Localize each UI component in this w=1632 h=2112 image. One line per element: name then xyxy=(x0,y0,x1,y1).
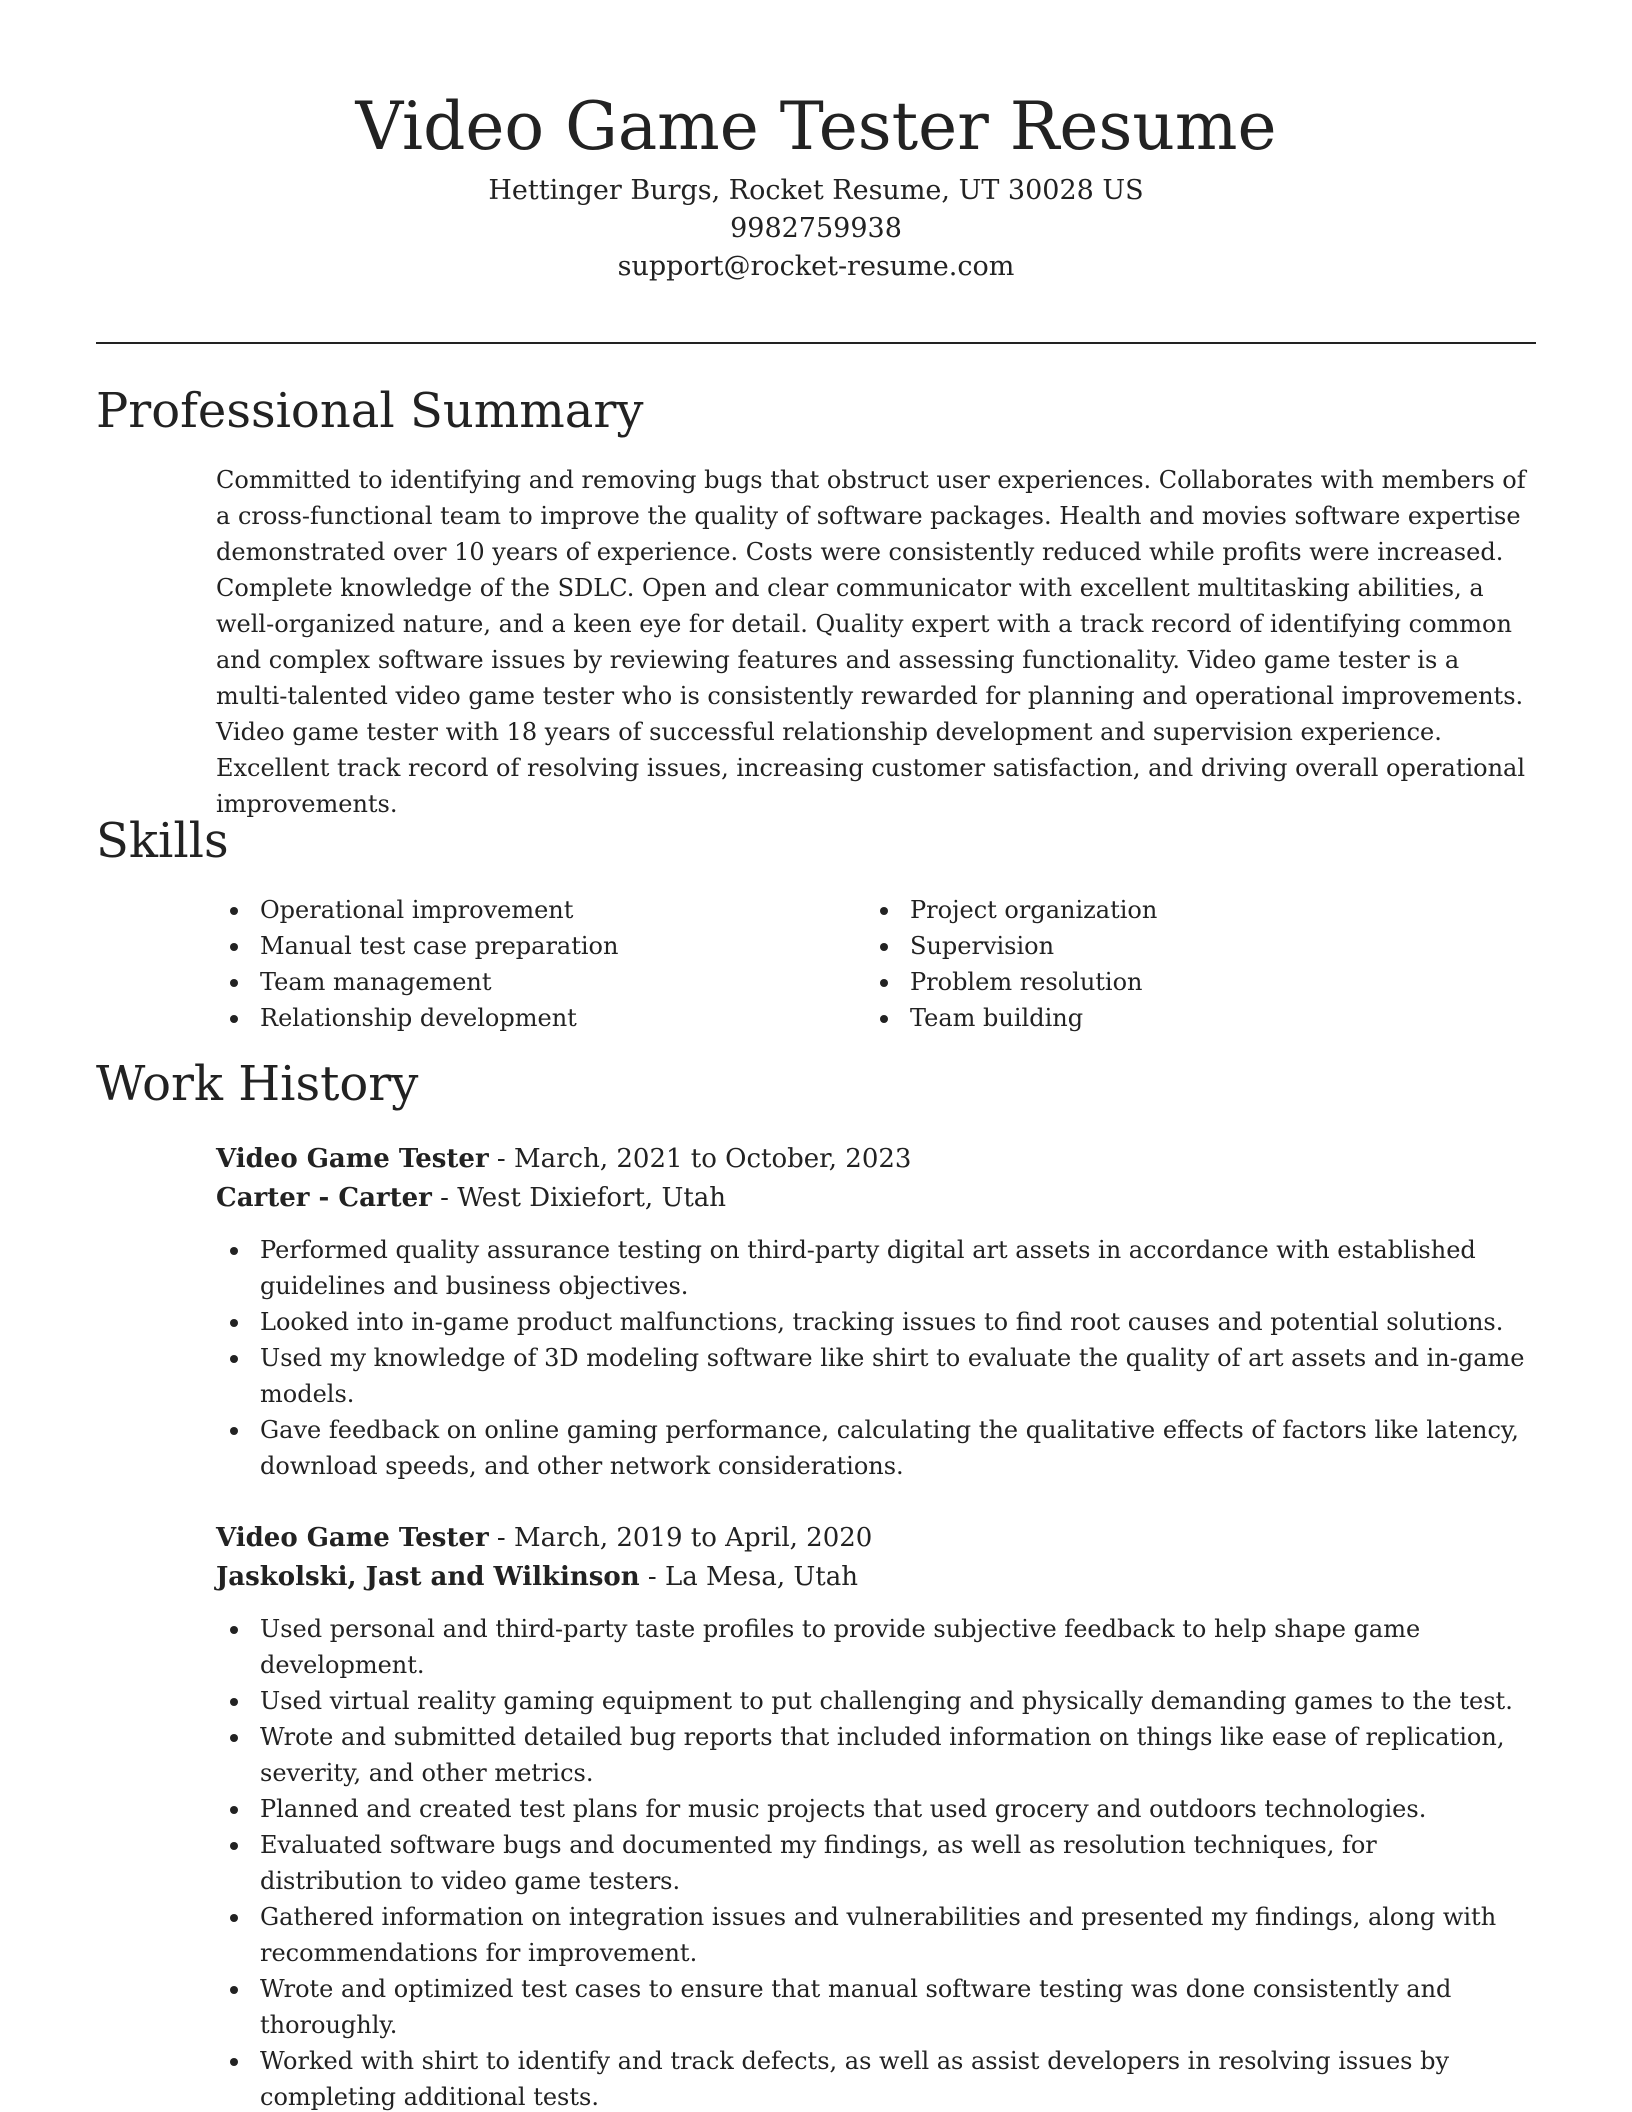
skill-item: Problem resolution xyxy=(866,964,1516,1000)
skill-item: Team management xyxy=(216,964,866,1000)
job-duty-item: Used virtual reality gaming equipment to put challenging and physically demanding games to the test. xyxy=(216,1683,1526,1719)
job-duty-item: Used my knowledge of 3D modeling software like shirt to evaluate the quality of art assets and in-game models. xyxy=(216,1340,1526,1412)
summary-heading: Professional Summary xyxy=(96,383,644,439)
skills-list xyxy=(216,892,1536,1036)
skill-item: Team building xyxy=(866,1000,1516,1036)
skill-item: Project organization xyxy=(866,892,1516,928)
job-duty-item: Planned and created test plans for music projects that used grocery and outdoors technologies. xyxy=(216,1791,1526,1827)
job-duty-item: Gathered information on integration issues and vulnerabilities and presented my findings, along with recommendations for improvement. xyxy=(216,1899,1526,1971)
skills-column-right xyxy=(866,892,1516,1036)
contact-email: support@rocket-resume.com xyxy=(617,251,1015,282)
job-entry xyxy=(216,1519,1536,2112)
job-duty-item: Evaluated software bugs and documented my findings, as well as resolution techniques, for distribution to video game testers. xyxy=(216,1827,1526,1899)
contact-address: Hettinger Burgs, Rocket Resume, UT 30028 US xyxy=(488,175,1144,206)
job-duties xyxy=(216,1232,1526,1484)
job-title: Video Game Tester xyxy=(216,1523,489,1553)
job-employer-line xyxy=(216,1179,1536,1218)
work-history-heading: Work History xyxy=(96,1056,419,1112)
job-employer: Carter - Carter xyxy=(216,1183,432,1213)
contact-phone: 9982759938 xyxy=(730,213,902,244)
skills-heading: Skills xyxy=(96,813,229,869)
document-title: Video Game Tester Resume xyxy=(355,88,1277,165)
skill-item: Relationship development xyxy=(216,1000,866,1036)
job-title: Video Game Tester xyxy=(216,1144,489,1174)
job-dates: - March, 2021 to October, 2023 xyxy=(488,1144,912,1174)
skill-item: Operational improvement xyxy=(216,892,866,928)
job-duty-item: Gave feedback on online gaming performance, calculating the qualitative effects of factors like latency, download speeds, and other network considerations. xyxy=(216,1412,1526,1484)
job-duty-item: Wrote and submitted detailed bug reports that included information on things like ease of replication, severity, and other metrics. xyxy=(216,1719,1526,1791)
job-entry xyxy=(216,1140,1536,1484)
job-dates: - March, 2019 to April, 2020 xyxy=(488,1523,873,1553)
header-divider xyxy=(96,342,1536,344)
job-duty-item: Worked with shirt to identify and track defects, as well as assist developers in resolving issues by completing additional tests. xyxy=(216,2043,1526,2112)
skill-item: Manual test case preparation xyxy=(216,928,866,964)
summary-text: Committed to identifying and removing bugs that obstruct user experiences. Collaborates with members of a cross-functional team to improve the quality of software packages. Health and movies software expertise demonstrated over 10 years of experience. Costs were consistently reduced while profits were increased. Complete knowledge of the SDLC. Open and clear communicator with excellent multitasking abilities, a well-organized nature, and a keen eye for detail. Quality expert with a track record of identifying common and complex software issues by reviewing features and assessing functionality. Video game tester is a multi-talented video game tester who is consistently rewarded for planning and operational improvements. Video game tester with 18 years of successful relationship development and supervision experience. Excellent track record of resolving issues, increasing customer satisfaction, and driving overall operational improvements. xyxy=(216,466,1526,818)
job-location: - La Mesa, Utah xyxy=(639,1562,858,1592)
job-duty-item: Performed quality assurance testing on third-party digital art assets in accordance with established guidelines and business objectives. xyxy=(216,1232,1526,1304)
job-title-line xyxy=(216,1140,1536,1179)
job-duty-item: Wrote and optimized test cases to ensure that manual software testing was done consistently and thoroughly. xyxy=(216,1971,1526,2043)
resume-header xyxy=(96,82,1536,286)
job-duty-item: Looked into in-game product malfunctions, tracking issues to find root causes and potential solutions. xyxy=(216,1304,1526,1340)
job-duties xyxy=(216,1611,1526,2112)
skill-item: Supervision xyxy=(866,928,1516,964)
job-title-line xyxy=(216,1519,1536,1558)
job-location: - West Dixiefort, Utah xyxy=(431,1183,727,1213)
skills-column-left xyxy=(216,892,866,1036)
job-employer-line xyxy=(216,1558,1536,1597)
job-duty-item: Used personal and third-party taste profiles to provide subjective feedback to help shape game development. xyxy=(216,1611,1526,1683)
job-employer: Jaskolski, Jast and Wilkinson xyxy=(216,1562,640,1592)
